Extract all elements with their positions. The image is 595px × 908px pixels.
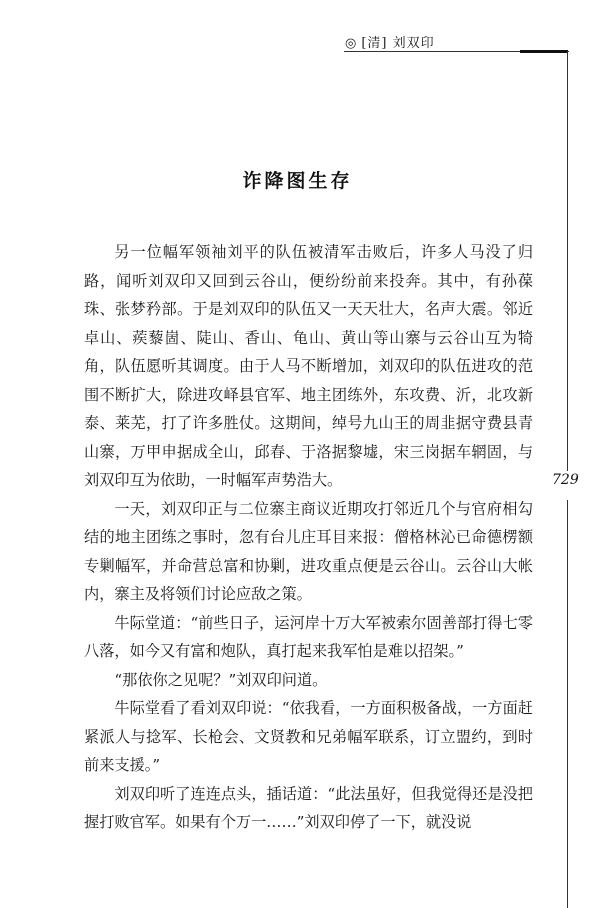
paragraph: 牛际堂道：“前些日子，运河岸十万大军被索尔固善部打得七零八落，如今又有富和炮队，真打起来我军怕是难以招架。” bbox=[84, 613, 533, 660]
header-rule-accent bbox=[520, 50, 568, 53]
body-text bbox=[84, 238, 533, 837]
circle-icon: ◎ bbox=[345, 36, 358, 51]
paragraph: 另一位幅军领袖刘平的队伍被清军击败后，许多人马没了归路，闻听刘双印又回到云谷山，便纷纷前来投奔。其中，有孙葆珠、张梦矜部。于是刘双印的队伍又一天天壮大，名声大震。邻近卓山、蒺藜崮、陡山、香山、龟山、黄山等山寨与云谷山互为犄角，队伍愿听其调度。由于人马不断增加，刘双印的队伍进攻的范围不断扩大，除进攻峄县官军、地主团练外，东攻费、沂，北攻新泰、莱芜，打了许多胜仗。这期间，绰号九山王的周韭据守费县青山寨，万甲申据成全山，邱春、于洛据黎墟，宋三岗据车辋固，与刘双印互为依助，一时幅军声势浩大。 bbox=[84, 243, 533, 489]
page-number: 729 bbox=[552, 472, 579, 488]
running-header bbox=[345, 32, 435, 51]
margin-rule-lower bbox=[567, 500, 568, 908]
paragraph: “那依你之见呢？”刘双印问道。 bbox=[114, 670, 328, 689]
paragraph: 一天，刘双印正与二位寨主商议近期攻打邻近几个与官府相勾结的地主团练之事时，忽有台儿庄耳目来报：僧格林沁已命德楞额专剿幅军，并命营总富和协剿，进攻重点便是云谷山。云谷山大帐内，寨主及将领们讨论应敌之策。 bbox=[84, 499, 533, 603]
running-header-text: [清] 刘双印 bbox=[361, 36, 435, 51]
paragraph: 刘双印听了连连点头，插话道：“此法虽好，但我觉得还是没把握打败官军。如果有个万一……”刘双印停了一下，就没说 bbox=[84, 784, 533, 831]
chapter-title: 诈降图生存 bbox=[242, 169, 353, 192]
margin-rule-upper bbox=[567, 51, 568, 471]
paragraph: 牛际堂看了看刘双印说：“依我看，一方面积极备战，一方面赶紧派人与捻军、长枪会、文贤教和兄弟幅军联系，订立盟约，到时前来支援。” bbox=[84, 699, 533, 774]
